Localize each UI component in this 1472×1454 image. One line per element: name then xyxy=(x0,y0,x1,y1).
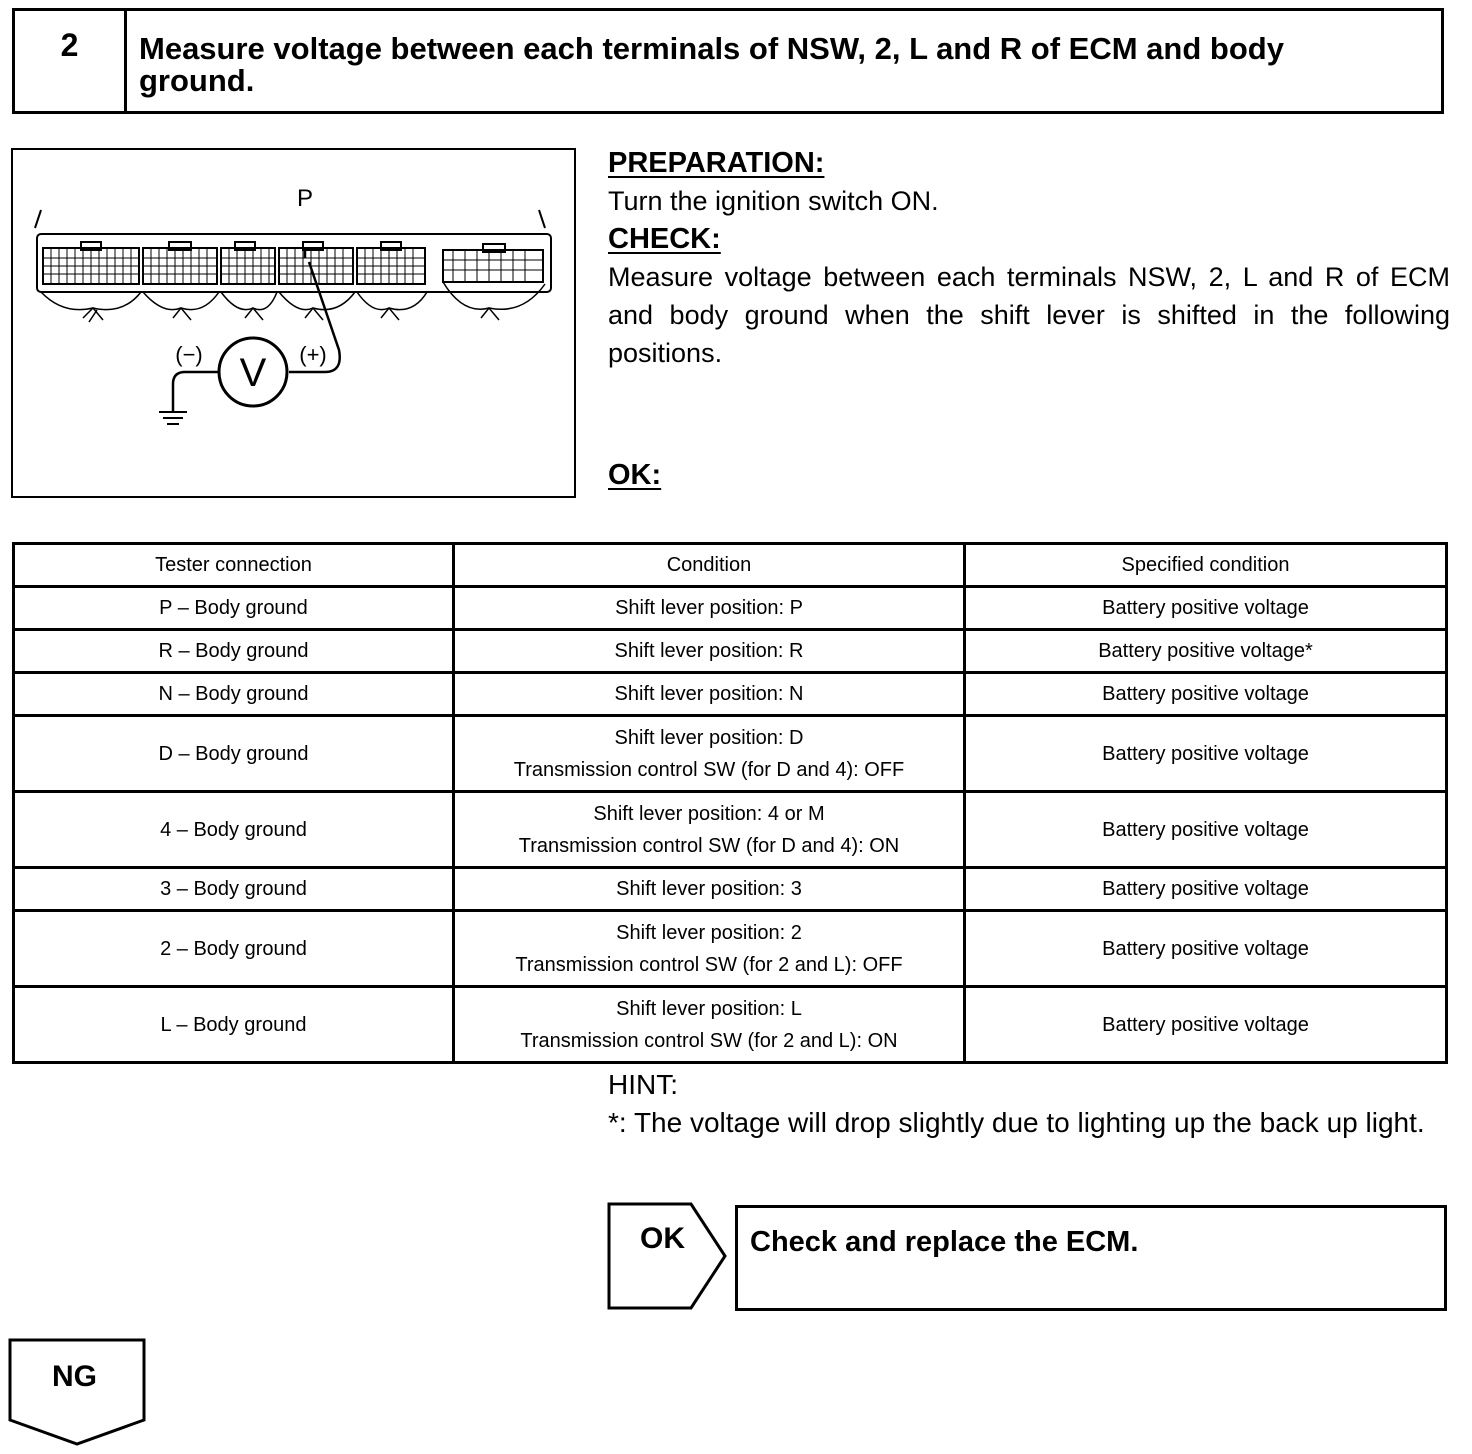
header-tester-connection: Tester connection xyxy=(14,544,454,587)
table-row xyxy=(14,868,1447,911)
ok-label: OK xyxy=(640,1222,685,1255)
table-row xyxy=(14,673,1447,716)
step-number: 2 xyxy=(15,11,127,111)
condition-line: Transmission control SW (for 2 and L): ON xyxy=(520,1029,898,1052)
condition-line: Shift lever position: N xyxy=(614,683,804,705)
tester-connection-cell: 3 – Body ground xyxy=(14,868,454,911)
table-row xyxy=(14,630,1447,673)
condition-line: Shift lever position: 4 or M xyxy=(593,802,825,825)
check-heading: CHECK: xyxy=(608,223,721,255)
instructions xyxy=(608,144,1450,372)
table-row xyxy=(14,987,1447,1063)
spec-cell: Battery positive voltage xyxy=(965,587,1447,630)
table-header-row xyxy=(14,544,1447,587)
condition-cell xyxy=(454,868,965,911)
spec-cell: Battery positive voltage xyxy=(965,792,1447,868)
tester-connection-cell: 2 – Body ground xyxy=(14,911,454,987)
condition-cell xyxy=(454,673,965,716)
preparation-heading: PREPARATION: xyxy=(608,147,825,179)
minus-lead-label: (−) xyxy=(175,342,203,367)
preparation-text: Turn the ignition switch ON. xyxy=(608,186,939,216)
header-specified-condition: Specified condition xyxy=(965,544,1447,587)
condition-cell xyxy=(454,630,965,673)
voltmeter-symbol: V xyxy=(239,351,267,395)
step-title: Measure voltage between each terminals of NSW, 2, L and R of ECM and body ground. xyxy=(139,31,1284,98)
spec-cell: Battery positive voltage xyxy=(965,987,1447,1063)
spec-cell: Battery positive voltage xyxy=(965,911,1447,987)
condition-line: Transmission control SW (for 2 and L): OFF xyxy=(515,953,903,976)
hint-text: *: The voltage will drop slightly due to lighting up the back up light. xyxy=(608,1107,1425,1138)
condition-line: Shift lever position: R xyxy=(614,640,804,662)
condition-cell xyxy=(454,587,965,630)
tester-connection-cell: N – Body ground xyxy=(14,673,454,716)
spec-cell: Battery positive voltage xyxy=(965,673,1447,716)
spec-cell: Battery positive voltage xyxy=(965,868,1447,911)
step-header xyxy=(12,8,1444,114)
condition-line: Transmission control SW (for D and 4): ON xyxy=(518,834,900,857)
condition-line: Shift lever position: 2 xyxy=(616,921,802,944)
table-row xyxy=(14,911,1447,987)
plus-lead-label: (+) xyxy=(299,342,327,367)
spec-cell: Battery positive voltage* xyxy=(965,630,1447,673)
ok-result-box xyxy=(735,1205,1447,1311)
header-condition: Condition xyxy=(454,544,965,587)
condition-line: Shift lever position: P xyxy=(615,597,803,619)
condition-line: Shift lever position: L xyxy=(616,997,802,1020)
ok-criteria xyxy=(608,456,1450,494)
condition-cell xyxy=(454,716,965,792)
table-row xyxy=(14,587,1447,630)
tester-connection-cell: D – Body ground xyxy=(14,716,454,792)
condition-cell xyxy=(454,911,965,987)
table-row xyxy=(14,716,1447,792)
condition-cell xyxy=(454,987,965,1063)
ok-result-text: Check and replace the ECM. xyxy=(750,1226,1139,1258)
tester-connection-cell: L – Body ground xyxy=(14,987,454,1063)
condition-cell xyxy=(454,792,965,868)
hint-heading: HINT: xyxy=(608,1069,678,1100)
condition-line: Shift lever position: D xyxy=(614,726,804,749)
ecm-connector-figure xyxy=(11,148,576,498)
ok-arrow-box[interactable] xyxy=(607,1202,727,1310)
tester-connection-cell: 4 – Body ground xyxy=(14,792,454,868)
table-row xyxy=(14,792,1447,868)
spec-cell: Battery positive voltage xyxy=(965,716,1447,792)
condition-line: Shift lever position: 3 xyxy=(616,878,802,900)
tester-connection-cell: P – Body ground xyxy=(14,587,454,630)
hint-section xyxy=(608,1066,1450,1142)
check-text: Measure voltage between each terminals NSW, 2, L and R of ECM and body ground when the shift lever is shifted in the following positions. xyxy=(608,262,1450,368)
ng-label: NG xyxy=(52,1360,97,1393)
specification-table xyxy=(12,542,1448,1064)
condition-line: Transmission control SW (for D and 4): OFF xyxy=(513,758,905,781)
ok-heading: OK: xyxy=(608,459,662,491)
tester-connection-cell: R – Body ground xyxy=(14,630,454,673)
terminal-p-label: P xyxy=(296,185,314,212)
ecm-wiring-illustration xyxy=(13,150,574,496)
